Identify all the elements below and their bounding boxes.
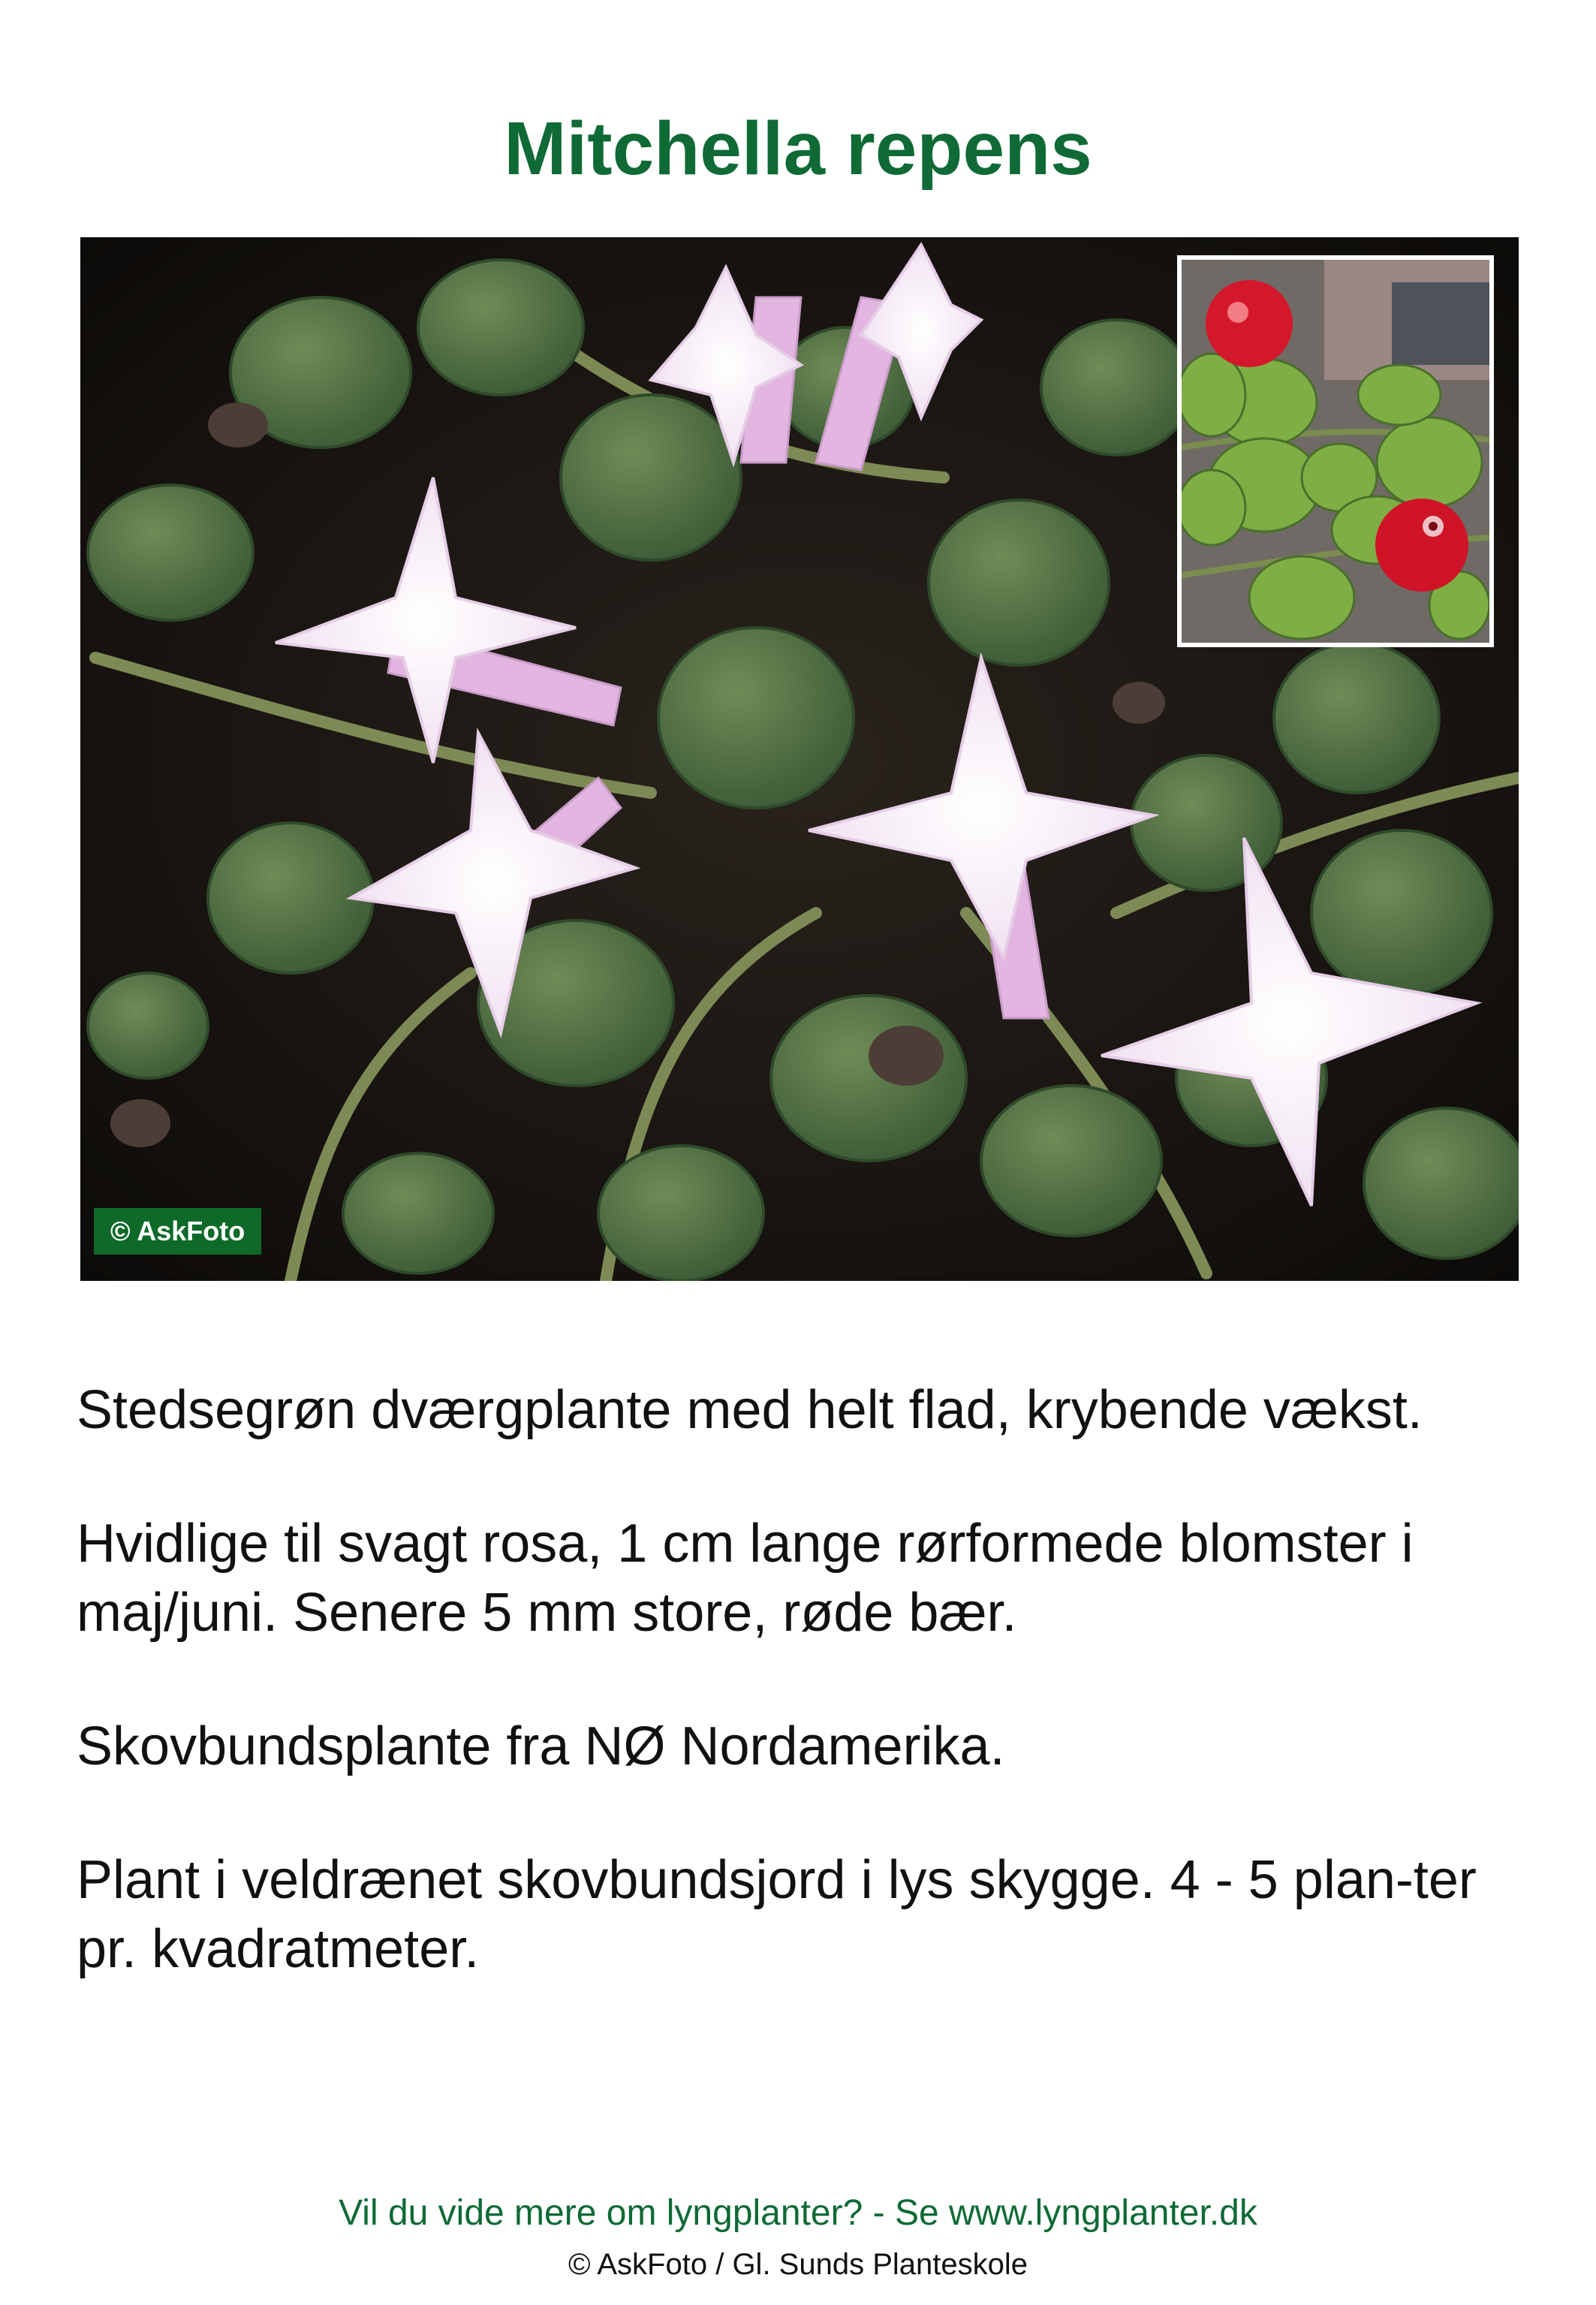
main-photo [80, 237, 1519, 1281]
page-title: Mitchella repens [504, 107, 1092, 191]
description-paragraph-planting: Plant i veldrænet skovbundsjord i lys skygge. 4 - 5 plan-ter pr. kvadratmeter. [77, 1850, 1477, 1979]
description-paragraph-habit: Stedsegrøn dværgplante med helt flad, krybende vækst. [77, 1380, 1423, 1440]
footer-copyright: © AskFoto / Gl. Sunds Planteskole [568, 2248, 1028, 2281]
berries-illustration [1182, 260, 1489, 643]
description [77, 1375, 1525, 2048]
footer-website-link[interactable]: Vil du vide mere om lyngplanter? - Se www.lyngplanter.dk [339, 2193, 1257, 2233]
description-paragraph-flowers: Hvidlige til svagt rosa, 1 cm lange rørformede blomster i maj/juni. Senere 5 mm store, røde bær. [77, 1514, 1414, 1643]
photo-credit-badge: © AskFoto [94, 1208, 261, 1255]
description-paragraph-origin: Skovbundsplante fra NØ Nordamerika. [77, 1716, 1005, 1776]
inset-berries-photo [1177, 255, 1494, 647]
